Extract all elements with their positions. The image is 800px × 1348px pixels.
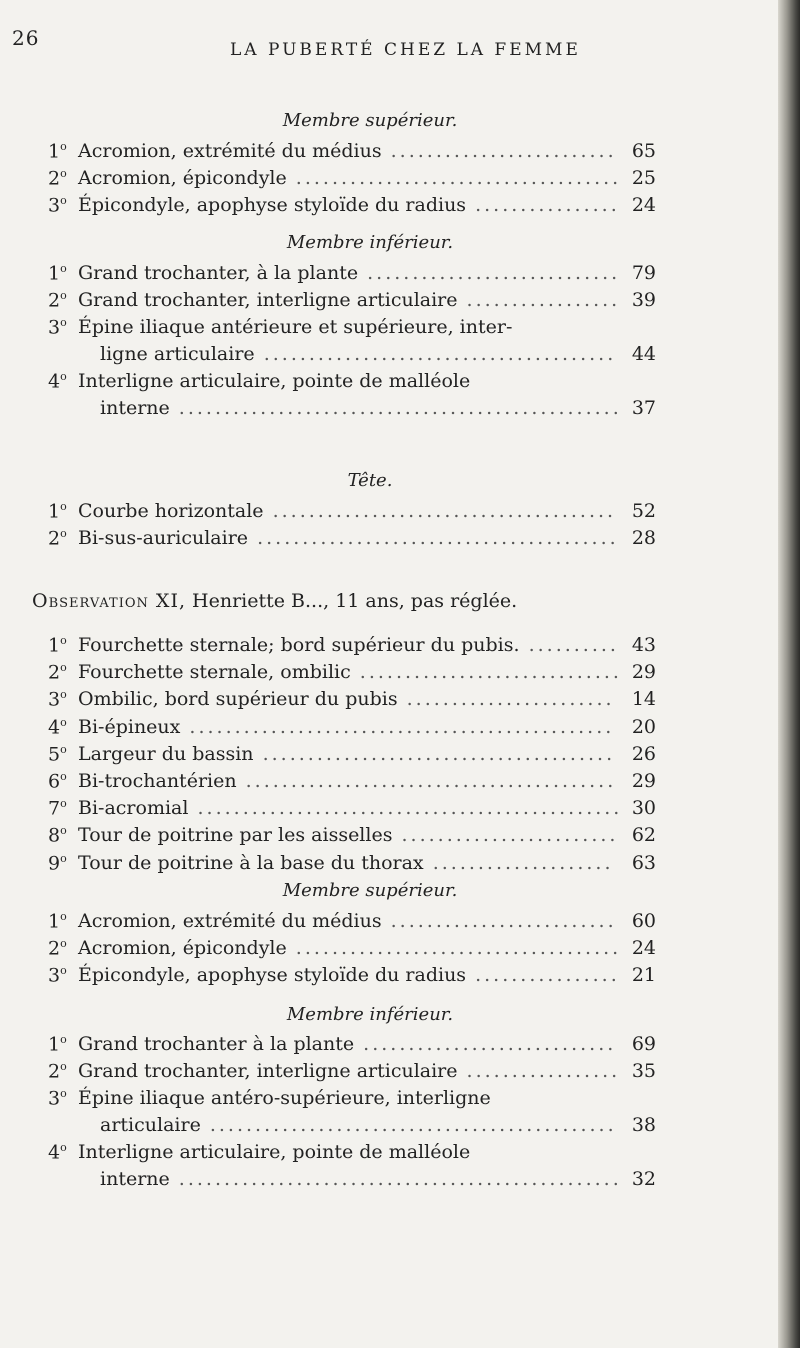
row-label: Fourchette sternale, ombilic .............................: [78, 661, 622, 684]
row-value: 14: [631, 688, 656, 711]
row-value: 44: [631, 343, 656, 365]
row-label: Ombilic, bord supérieur du pubis .......................: [78, 688, 615, 711]
table-row: [48, 910, 656, 936]
row-label: Grand trochanter à la plante ............................: [78, 1033, 617, 1055]
row-label: Grand trochanter, interligne articulaire .................: [78, 1060, 621, 1082]
row-label: ligne articulaire .......................................: [100, 343, 617, 365]
row-number: 4$^o$: [48, 1141, 67, 1164]
row-number: 4$^o$: [48, 715, 67, 738]
row-value: 69: [631, 1033, 656, 1055]
section-heading: Membre supérieur.: [282, 110, 458, 131]
row-label: Acromion, épicondyle ....................................: [78, 937, 622, 959]
table-row: [48, 1141, 656, 1167]
dot-leader: ........................: [392, 824, 619, 847]
row-value: 79: [631, 262, 656, 284]
row-number: 1$^o$: [48, 910, 67, 933]
dot-leader: .................: [457, 1060, 621, 1082]
dot-leader: ............................: [358, 262, 621, 284]
row-label: Acromion, extrémité du médius .........................: [78, 910, 617, 932]
table-row: [48, 194, 656, 220]
dot-leader: .............................: [350, 661, 622, 684]
row-label: Bi-sus-auriculaire ........................................: [78, 527, 619, 549]
observation-text: Henriette B..., 11 ans, pas réglée.: [192, 590, 518, 612]
table-row: [48, 824, 656, 850]
table-row: [48, 370, 656, 396]
dot-leader: .................................................: [169, 1168, 622, 1190]
row-number: 3$^o$: [48, 316, 67, 339]
table-row: [48, 167, 656, 193]
dot-leader: .................................................: [169, 397, 622, 419]
dot-leader: .......................................: [253, 742, 616, 765]
row-label: Bi-épineux ...............................................: [78, 715, 615, 738]
row-number: 5$^o$: [48, 742, 67, 766]
row-value: 28: [631, 527, 656, 549]
row-value: 52: [631, 500, 656, 522]
row-value: 29: [631, 661, 656, 684]
row-label: Acromion, extrémité du médius .........................: [78, 140, 617, 162]
row-value: 39: [631, 289, 656, 311]
row-value: 21: [631, 964, 656, 986]
row-number: 1$^o$: [48, 140, 67, 163]
row-number: 3$^o$: [48, 1087, 67, 1110]
section-heading: Tête.: [347, 470, 393, 491]
row-number: 2$^o$: [48, 1060, 67, 1083]
row-number: 2$^o$: [48, 289, 67, 312]
table-row-continuation: [48, 1168, 656, 1194]
row-label: interne .................................................: [100, 397, 622, 419]
section-heading: Membre inférieur.: [286, 1004, 454, 1025]
row-label: Tour de poitrine par les aisselles ........................: [78, 824, 619, 847]
dot-leader: ...............................................: [188, 797, 623, 820]
row-label: Largeur du bassin .......................................: [78, 742, 616, 765]
section-heading: Membre supérieur.: [282, 880, 458, 901]
row-number: 9$^o$: [48, 851, 67, 874]
table-row: [48, 770, 656, 796]
table-row-continuation: [48, 343, 656, 369]
row-label: Interligne articulaire, pointe de malléole: [78, 1141, 471, 1163]
row-label: Tour de poitrine à la base du thorax ....................: [78, 851, 614, 874]
table-row: [48, 140, 656, 166]
row-value: 20: [631, 715, 656, 738]
dot-leader: ................: [466, 194, 620, 216]
table-row: [48, 634, 656, 660]
dot-leader: .............................................: [200, 1114, 617, 1136]
row-label: Épicondyle, apophyse styloïde du radius ................: [78, 194, 620, 216]
table-row: [48, 716, 656, 742]
section-heading: Membre inférieur.: [286, 232, 454, 253]
row-label: Épicondyle, apophyse styloïde du radius ................: [78, 964, 620, 986]
dot-leader: .......................................: [254, 343, 617, 365]
table-row: [48, 262, 656, 288]
table-row: [48, 1060, 656, 1086]
table-row: [48, 937, 656, 963]
table-row: [48, 688, 656, 714]
table-row: [48, 1033, 656, 1059]
dot-leader: .......................: [397, 688, 615, 711]
row-number: 3$^o$: [48, 964, 67, 987]
running-head: LA PUBERTÉ CHEZ LA FEMME: [230, 40, 581, 60]
row-label: Grand trochanter, interligne articulaire .................: [78, 289, 621, 311]
dot-leader: ................: [466, 964, 620, 986]
row-number: 2$^o$: [48, 937, 67, 960]
row-value: 25: [631, 167, 656, 189]
dot-leader: ....................: [423, 851, 614, 874]
row-label: Courbe horizontale ......................................: [78, 500, 617, 522]
row-label: Interligne articulaire, pointe de malléole: [78, 370, 471, 392]
table-row: [48, 743, 656, 769]
row-number: 1$^o$: [48, 500, 67, 523]
row-number: 2$^o$: [48, 167, 67, 190]
dot-leader: ....................................: [286, 167, 622, 189]
row-number: 3$^o$: [48, 688, 67, 711]
row-number: 1$^o$: [48, 1033, 67, 1056]
row-number: 6$^o$: [48, 770, 67, 793]
row-label: Bi-trochantérien .........................................: [78, 770, 617, 792]
table-row: [48, 852, 656, 878]
row-value: 60: [631, 910, 656, 932]
row-value: 26: [631, 742, 656, 765]
row-value: 29: [631, 770, 656, 792]
row-value: 24: [631, 194, 656, 216]
page-number: 26: [12, 26, 40, 50]
row-label: Acromion, épicondyle ....................................: [78, 167, 622, 189]
dot-leader: ....................................: [286, 937, 622, 959]
dot-leader: ..........: [519, 634, 619, 656]
row-number: 2$^o$: [48, 527, 67, 550]
row-value: 32: [631, 1168, 656, 1190]
dot-leader: ............................: [354, 1033, 617, 1055]
table-row: [48, 661, 656, 687]
table-row: [48, 289, 656, 315]
row-number: 1$^o$: [48, 634, 67, 657]
table-row: [48, 1087, 656, 1113]
dot-leader: ......................................: [263, 500, 617, 522]
table-row: [48, 527, 656, 553]
row-value: 65: [631, 140, 656, 162]
row-value: 62: [631, 824, 656, 847]
table-row-continuation: [48, 397, 656, 423]
row-label: Fourchette sternale; bord supérieur du pubis. ..........: [78, 634, 619, 656]
row-label: Épine iliaque antérieure et supérieure, inter-: [78, 316, 513, 338]
row-value: 30: [631, 797, 656, 820]
row-number: 1$^o$: [48, 262, 67, 285]
row-value: 63: [631, 851, 656, 874]
observation-label: Observation XI,: [32, 590, 186, 612]
dot-leader: ........................................: [248, 527, 619, 549]
row-number: 7$^o$: [48, 797, 67, 820]
table-row-continuation: [48, 1114, 656, 1140]
row-label: interne .................................................: [100, 1168, 622, 1190]
row-value: 24: [631, 937, 656, 959]
row-value: 35: [631, 1060, 656, 1082]
row-number: 4$^o$: [48, 370, 67, 393]
row-value: 43: [631, 634, 656, 656]
row-number: 2$^o$: [48, 661, 67, 684]
row-number: 3$^o$: [48, 194, 67, 217]
table-row: [48, 964, 656, 990]
table-row: [48, 500, 656, 526]
row-label: Épine iliaque antéro-supérieure, interligne: [78, 1087, 491, 1109]
dot-leader: .........................: [381, 910, 617, 932]
row-label: Bi-acromial ...............................................: [78, 797, 623, 820]
dot-leader: .................: [457, 289, 621, 311]
row-label: articulaire .............................................: [100, 1114, 617, 1136]
table-row: [48, 316, 656, 342]
page-edge-shadow: [778, 0, 800, 1348]
row-value: 37: [631, 397, 656, 419]
dot-leader: ...............................................: [180, 715, 615, 738]
observation-title: [32, 590, 517, 612]
dot-leader: .........................................: [236, 770, 617, 792]
row-number: 8$^o$: [48, 824, 67, 847]
table-row: [48, 797, 656, 823]
dot-leader: .........................: [381, 140, 617, 162]
row-label: Grand trochanter, à la plante ............................: [78, 262, 621, 284]
row-value: 38: [631, 1114, 656, 1136]
